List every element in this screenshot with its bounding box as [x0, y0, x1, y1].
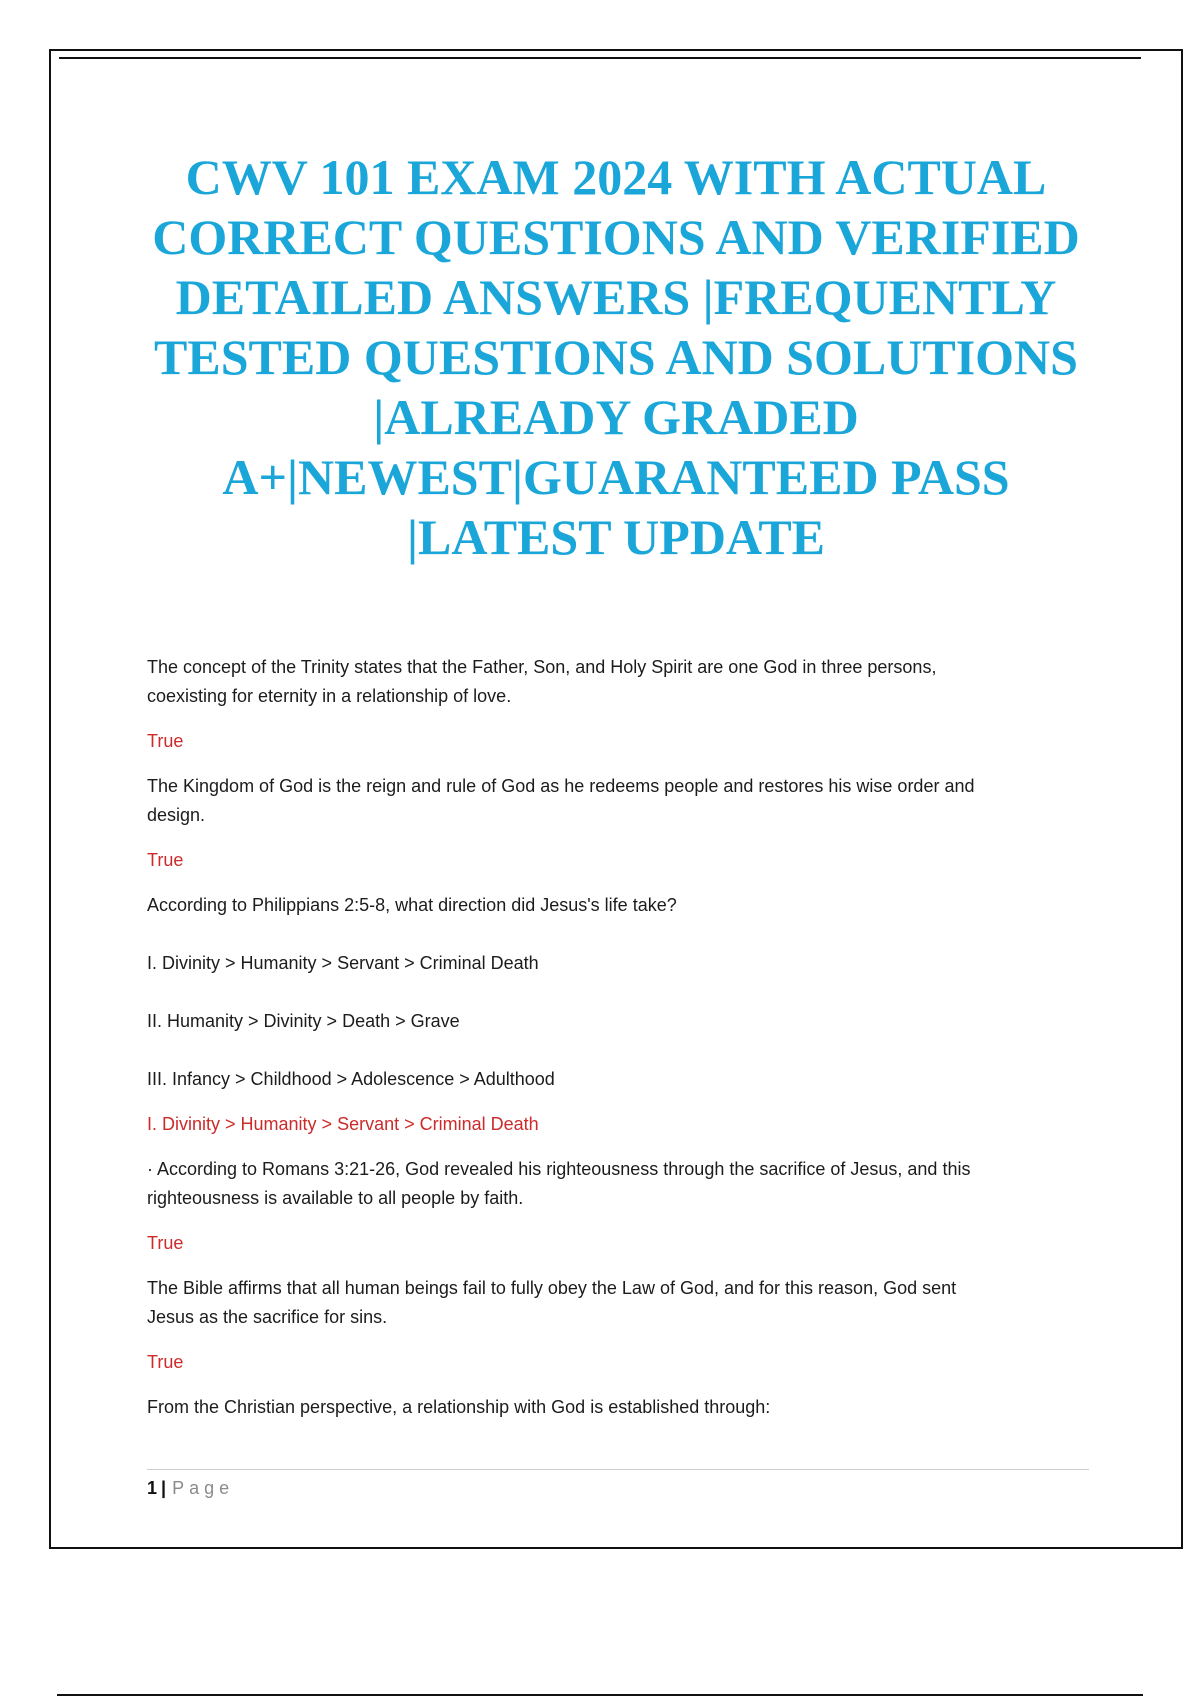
answer-4: True: [147, 1233, 184, 1253]
question-list: [147, 653, 1089, 1422]
page-label: Page: [172, 1478, 235, 1498]
answer-2: True: [147, 850, 184, 870]
bottom-rule: [57, 1694, 1143, 1696]
question-2-line-2: design.: [147, 805, 206, 825]
option-1: I. Divinity > Humanity > Servant > Criminal Death: [147, 953, 539, 973]
answer-3: I. Divinity > Humanity > Servant > Criminal Death: [147, 1114, 539, 1134]
title-line: |LATEST UPDATE: [406, 509, 826, 565]
question-4: [147, 1155, 1089, 1213]
title-line: DETAILED ANSWERS |FREQUENTLY: [175, 269, 1057, 325]
option-2: II. Humanity > Divinity > Death > Grave: [147, 1011, 460, 1031]
title-line: CWV 101 EXAM 2024 WITH ACTUAL: [185, 149, 1047, 205]
question-2: [147, 772, 1089, 830]
answer-5: True: [147, 1352, 184, 1372]
option-3: III. Infancy > Childhood > Adolescence > Adulthood: [147, 1069, 555, 1089]
question-5-line-1: The Bible affirms that all human beings fail to fully obey the Law of God, and for this reason, God sent: [147, 1278, 957, 1298]
page-number: 1: [147, 1478, 158, 1498]
page-frame: [49, 49, 1183, 1549]
question-2-line-1: The Kingdom of God is the reign and rule of God as he redeems people and restores his wise order and: [147, 776, 975, 796]
answer-1: True: [147, 731, 184, 751]
question-3: According to Philippians 2:5-8, what direction did Jesus's life take?: [147, 895, 677, 915]
title-line: |ALREADY GRADED: [373, 389, 859, 445]
footer-separator: |: [161, 1478, 167, 1498]
question-4-line-2: righteousness is available to all people by faith.: [147, 1188, 524, 1208]
document-title: [111, 147, 1121, 567]
page-footer: [147, 1469, 1089, 1502]
title-line: CORRECT QUESTIONS AND VERIFIED: [152, 209, 1080, 265]
question-5: [147, 1274, 1089, 1332]
top-rule: [59, 57, 1141, 59]
question-1: [147, 653, 1089, 711]
question-1-line-2: coexisting for eternity in a relationship of love.: [147, 686, 512, 706]
question-1-line-1: The concept of the Trinity states that the Father, Son, and Holy Spirit are one God in three persons,: [147, 657, 937, 677]
question-4-line-1: · According to Romans 3:21-26, God revealed his righteousness through the sacrifice of Jesus, and this: [147, 1159, 971, 1179]
question-5-line-2: Jesus as the sacrifice for sins.: [147, 1307, 388, 1327]
title-line: TESTED QUESTIONS AND SOLUTIONS: [154, 329, 1078, 385]
question-6: From the Christian perspective, a relationship with God is established through:: [147, 1397, 771, 1417]
title-line: A+|NEWEST|GUARANTEED PASS: [222, 449, 1010, 505]
